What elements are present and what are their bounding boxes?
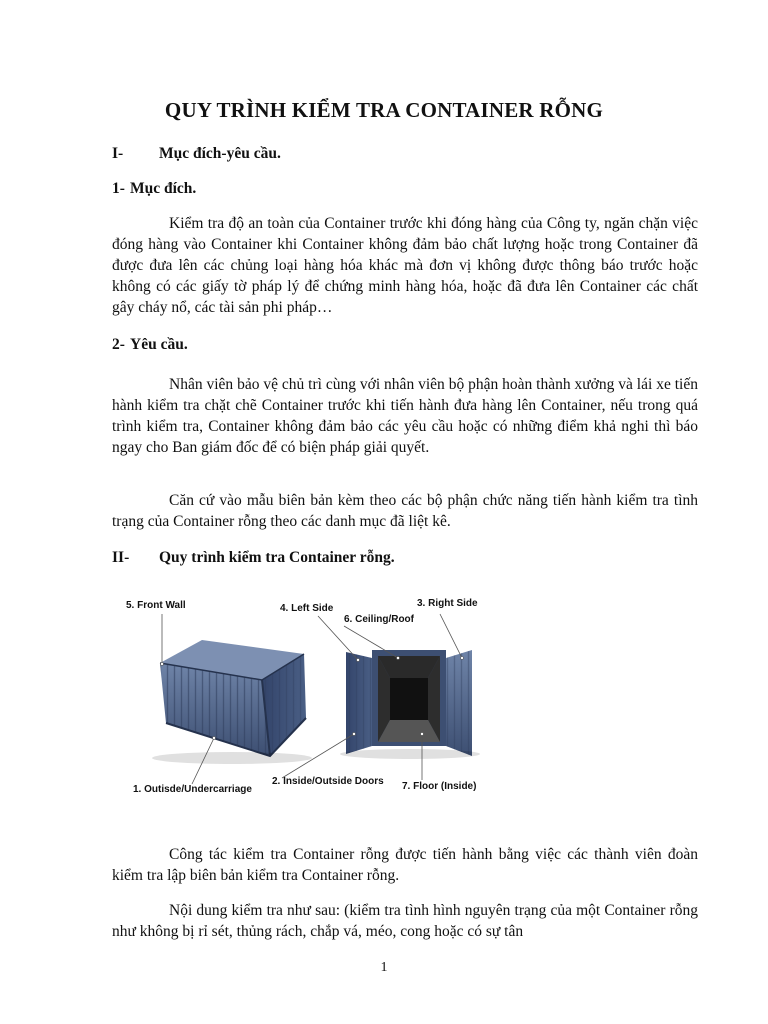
requirement-paragraph-1: Nhân viên bảo vệ chủ trì cùng với nhân viên bộ phận hoàn thành xưởng và lái xe tiến hành kiểm tra chặt chẽ Container trước khi tiến hành đưa hàng lên Container, nếu trong quá trình kiểm tra, Container không đảm bảo các yêu cầu hoặc có những điểm khả nghi thì báo ngay cho Ban giám đốc để có biện pháp giải quyết. <box>112 376 698 456</box>
page-number: 1 <box>380 960 388 975</box>
label-left-side: 4. Left Side <box>280 603 334 614</box>
label-floor-inside: 7. Floor (Inside) <box>402 781 477 792</box>
closed-container <box>152 640 312 764</box>
section-1-heading <box>112 145 281 163</box>
section-2-heading <box>112 549 395 567</box>
subsection-2-title: Yêu cầu. <box>130 336 188 353</box>
document-title: QUY TRÌNH KIỂM TRA CONTAINER RỖNG <box>164 98 604 122</box>
subsection-2-number: 2- <box>112 336 125 353</box>
subsection-1-number: 1- <box>112 180 125 197</box>
container-diagram <box>122 588 494 800</box>
open-container <box>340 650 480 759</box>
section-2-title: Quy trình kiểm tra Container rỗng. <box>159 549 395 566</box>
requirement-paragraph-2: Căn cứ vào mẫu biên bản kèm theo các bộ phận chức năng tiến hành kiểm tra tình trạng của Container rỗng theo các danh mục đã liệt kê. <box>112 492 698 530</box>
container-illustration <box>122 588 494 800</box>
purpose-paragraph: Kiểm tra độ an toàn của Container trước khi đóng hàng của Công ty, ngăn chặn việc đóng hàng vào Container khi Container không đảm bảo chất lượng hoặc trong Container đã được đưa lên các chủng loại hàng hóa khác mà đơn vị không được thông báo trước hoặc không có các giấy tờ pháp lý để chứng minh hàng hóa, hoặc đã đưa lên Container các chất gây cháy nổ, các tài sản phi pháp… <box>112 215 698 316</box>
section-2-number: II- <box>112 549 130 566</box>
subsection-1-heading <box>112 180 196 198</box>
inspection-paragraph-2: Nội dung kiểm tra như sau: (kiểm tra tình hình nguyên trạng của một Container rỗng như không bị rỉ sét, thủng rách, chắp vá, méo, cong hoặc có sự tân <box>112 902 698 940</box>
label-ceiling-roof: 6. Ceiling/Roof <box>344 614 414 625</box>
subsection-1-title: Mục đích. <box>130 180 197 197</box>
label-inside-outside-doors: 2. Inside/Outside Doors <box>272 776 384 787</box>
inspection-paragraph-1: Công tác kiểm tra Container rỗng được tiến hành bằng việc các thành viên đoàn kiểm tra lập biên bản kiểm tra Container rỗng. <box>112 846 698 884</box>
section-1-number: I- <box>112 145 124 162</box>
label-front-wall: 5. Front Wall <box>126 600 186 611</box>
label-outside-undercarriage: 1. Outisde/Undercarriage <box>133 784 252 795</box>
section-1-title: Mục đích-yêu cầu. <box>159 145 281 162</box>
subsection-2-heading <box>112 336 188 354</box>
label-right-side: 3. Right Side <box>417 598 478 609</box>
